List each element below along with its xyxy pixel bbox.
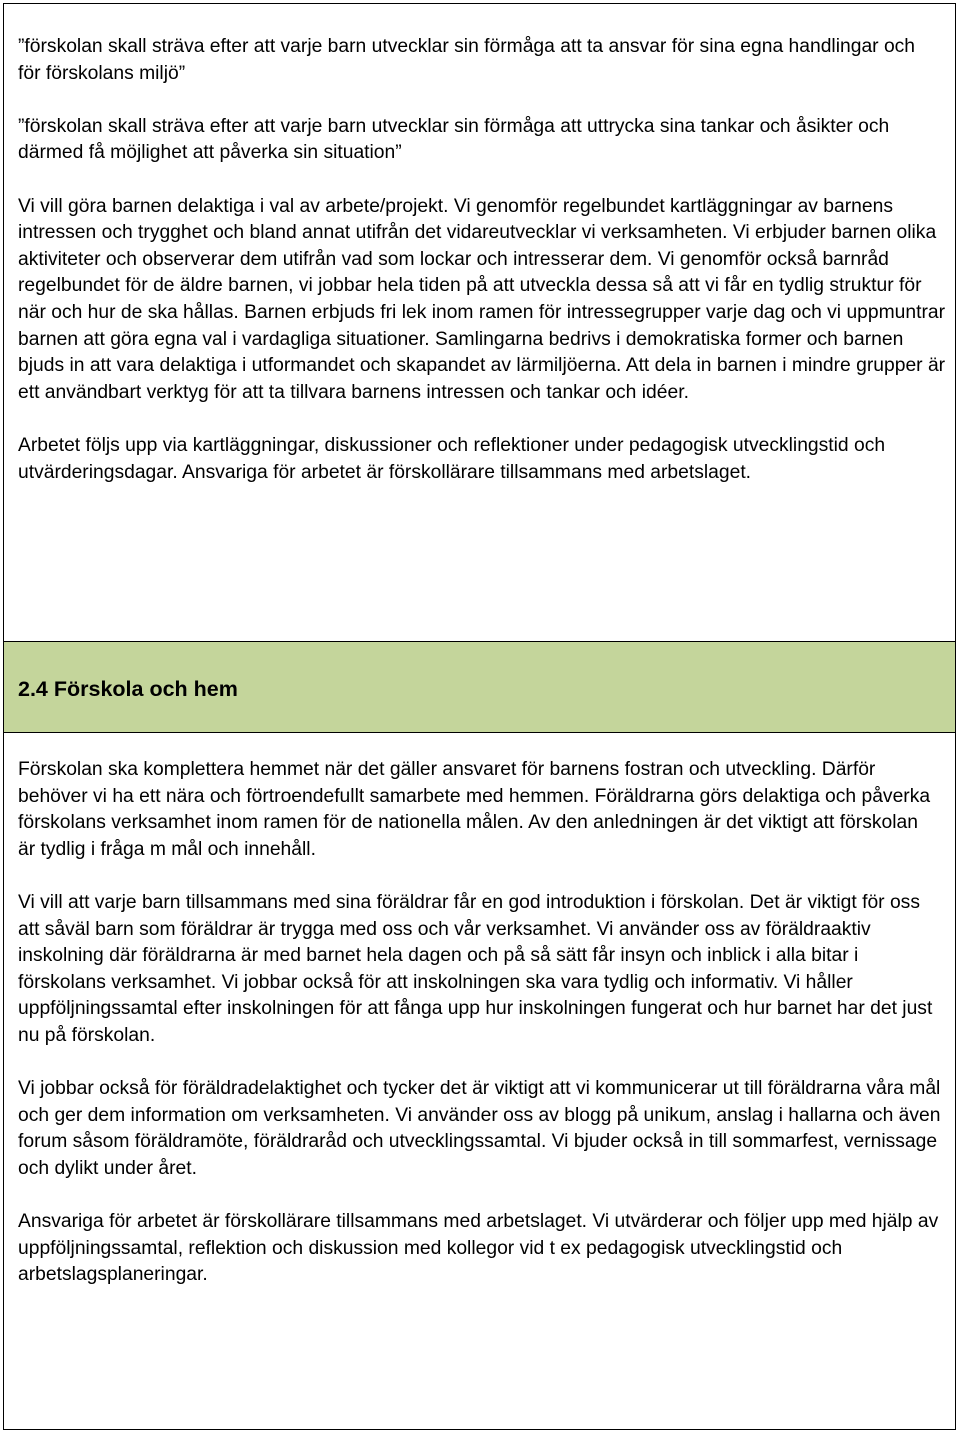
previous-section-cell xyxy=(4,4,955,642)
participation-paragraph: Vi vill göra barnen delaktiga i val av arbete/projekt. Vi genomför regelbundet kartläggningar av barnens intressen och trygghet och bland annat utifrån det vidareutvecklar vi verksamheten. Vi erbjuder barnen olika aktiviteter och observerar dem utifrån vad som lockar och intresserar dem. Vi genomför också barnråd regelbundet för de äldre barnen, vi jobbar hela tiden på att utveckla dessa så att vi får en tydlig struktur för när och hur de ska hållas. Barnen erbjuds fri lek inom ramen för intressegrupper varje dag och vi uppmuntrar barnen att göra egna val i vardagliga situationer. Samlingarna bedrivs i demokratiska former och barnen bjuds in att vara delaktiga i utformandet och skapandet av lärmiljöerna. Att dela in barnen i mindre grupper är ett användbart verktyg för att ta tillvara barnens intressen och tankar och idéer. xyxy=(18,195,946,403)
responsibility-paragraph: Ansvariga för arbetet är förskollärare tillsammans med arbetslaget. Vi utvärderar och följer upp med hjälp av uppföljningssamtal, reflektion och diskussion med kollegor vid t ex pedagogisk utvecklingstid och arbetslagsplaneringar. xyxy=(18,1211,939,1286)
follow-up-paragraph: Arbetet följs upp via kartläggningar, diskussioner och reflektioner under pedagogisk utvecklingstid och utvärderingsdagar. Ansvariga för arbetet är förskollärare tillsammans med arbetslaget. xyxy=(18,434,886,483)
home-cooperation-paragraph: Förskolan ska komplettera hemmet när det gäller ansvaret för barnens fostran och utveckling. Därför behöver vi ha ett nära och förtroendefullt samarbete med hemmen. Föräldrarna görs delaktiga och påverka förskolans verksamhet inom ramen för de nationella målen. Av den anledningen är det viktigt att förskolan är tydlig i fråga m mål och innehåll. xyxy=(18,759,931,860)
introduction-paragraph: Vi vill att varje barn tillsammans med sina föräldrar får en god introduktion i förskolan. Det är viktigt för oss att såväl barn som föräldrar är trygga med oss och vår verksamhet. Vi använder oss av föräldraaktiv inskolning där föräldrarna är med barnet hela dagen och på så sätt får insyn och inblick i alla bitar i förskolans verksamhet. Vi jobbar också för att inskolningen ska vara tydlig och informativ. Vi håller uppföljningssamtal efter inskolningen för att fånga upp hur inskolningen fungerat och hur barnet har det just nu på förskolan. xyxy=(18,891,933,1046)
parent-participation-paragraph: Vi jobbar också för föräldradelaktighet och tycker det är viktigt att vi kommunicerar ut till föräldrarna våra mål och ger dem information om verksamheten. Vi använder oss av blogg på unikum, anslag i hallarna och även forum såsom föräldramöte, föräldraråd och utvecklingssamtal. Vi bjuder också in till sommarfest, vernissage och dylikt under året. xyxy=(18,1078,941,1179)
document-table xyxy=(3,3,956,1430)
section-heading-cell xyxy=(4,642,955,733)
goal-quote-responsibility: ”förskolan skall sträva efter att varje barn utvecklar sin förmåga att ta ansvar för sina egna handlingar och för förskolans miljö” xyxy=(18,36,916,84)
goal-quote-influence: ”förskolan skall sträva efter att varje barn utvecklar sin förmåga att uttrycka sina tankar och åsikter och därmed få möjlighet att påverka sin situation” xyxy=(18,115,890,164)
section-body-cell xyxy=(4,733,955,1429)
section-heading: 2.4 Förskola och hem xyxy=(18,677,238,701)
